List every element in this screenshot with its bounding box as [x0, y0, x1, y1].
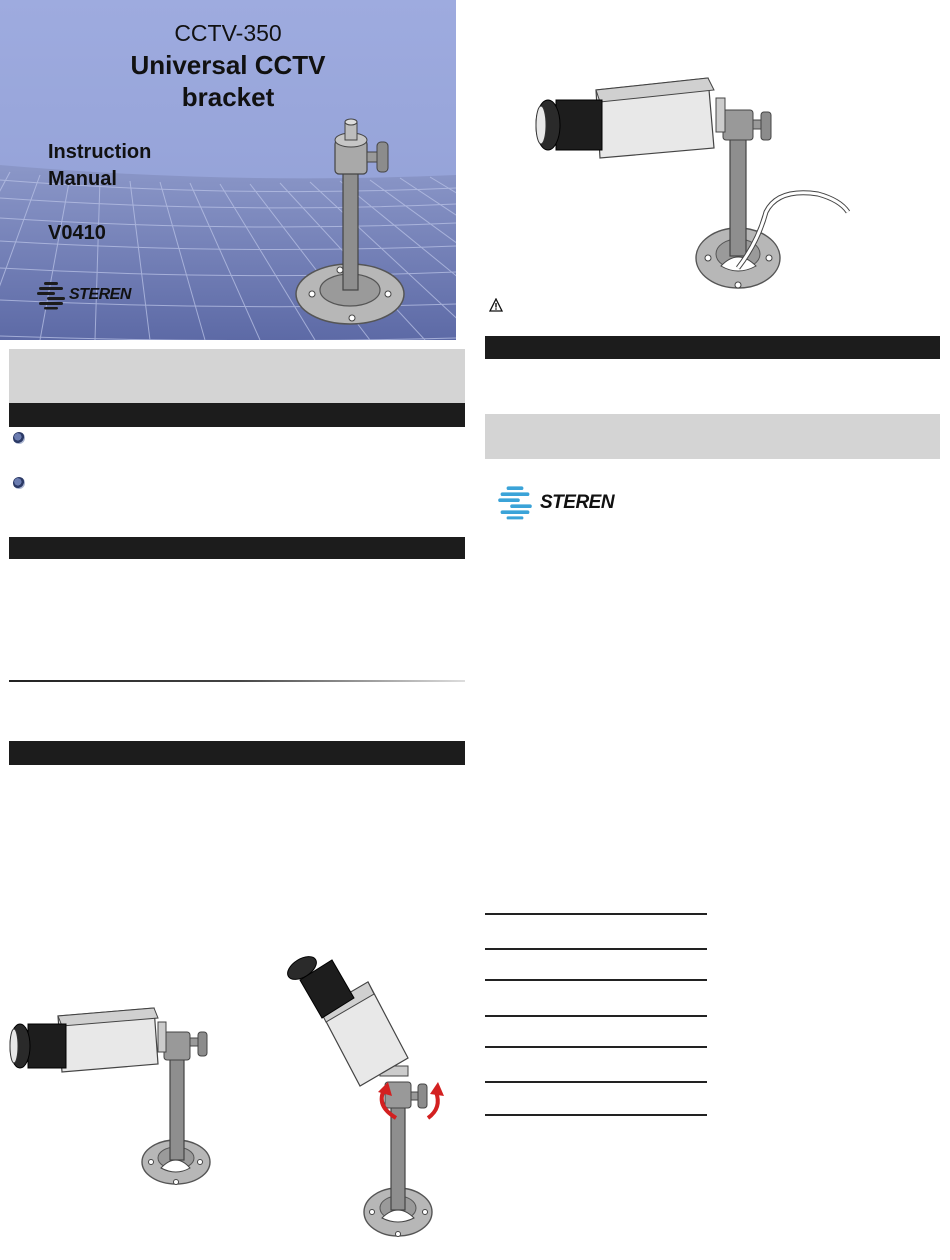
form-line [485, 1081, 707, 1083]
warning-triangle-icon [489, 298, 503, 312]
manual-subtitle-line1: Instruction [48, 141, 152, 163]
divider-line [9, 680, 465, 682]
cover-gray-band [9, 349, 465, 403]
form-line [485, 979, 707, 981]
bracket-illustration [290, 118, 420, 333]
bullet-icon [13, 432, 25, 444]
bullet-icon [13, 477, 25, 489]
steren-logo-back [497, 484, 632, 522]
steren-logo-wordmark: STEREN [540, 492, 615, 513]
section-bar-2 [9, 537, 465, 559]
steren-logo-mark-icon [497, 484, 533, 520]
cover-panel [0, 0, 456, 340]
section-bar-3 [9, 741, 465, 765]
form-line [485, 1114, 707, 1116]
product-title-line2: bracket [181, 82, 275, 112]
form-line [485, 913, 707, 915]
steren-logo-wordmark: STEREN [69, 286, 131, 303]
steren-logo-cover [36, 280, 156, 310]
form-line [485, 948, 707, 950]
manual-subtitle-line2: Manual [48, 168, 117, 190]
form-line [485, 1015, 707, 1017]
section-bar-right [485, 336, 940, 359]
model-number: CCTV-350 [174, 20, 282, 46]
camera-on-bracket-illustration [6, 1000, 221, 1190]
right-gray-band [485, 414, 940, 459]
camera-with-cable-illustration [528, 72, 858, 294]
product-title-line1: Universal CCTV [130, 50, 326, 80]
steren-logo-mark-icon [36, 280, 66, 310]
form-line [485, 1046, 707, 1048]
camera-tilted-rotation-illustration [280, 940, 460, 1245]
section-bar-1 [9, 403, 465, 427]
manual-version: V0410 [48, 222, 106, 244]
